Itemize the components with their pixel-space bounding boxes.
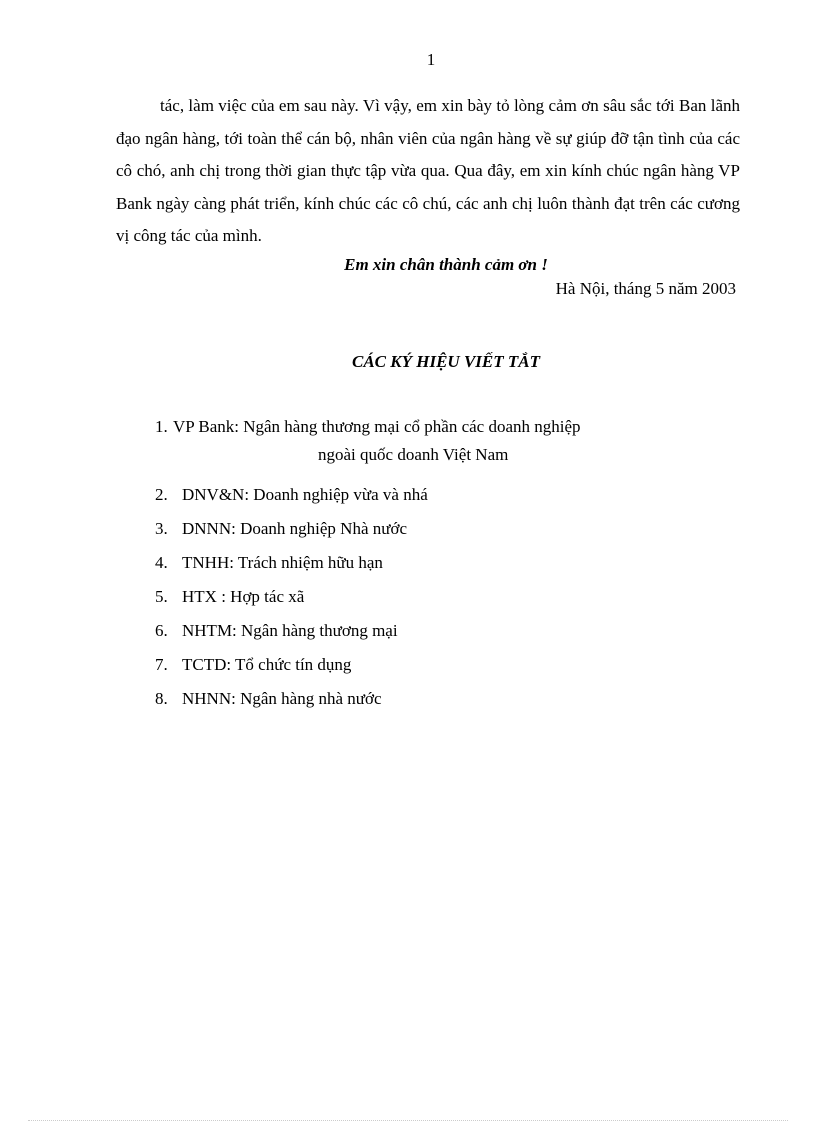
abbreviation-text: DNV&N: Doanh nghiệp vừa và nhá	[182, 485, 428, 504]
abbreviation-text: HTX : Hợp tác xã	[182, 587, 305, 606]
abbreviation-text: VP Bank: Ngân hàng thương mại cổ phần các doanh nghiệp	[173, 417, 581, 436]
page-number: 1	[426, 50, 436, 69]
abbreviation-item	[155, 413, 715, 481]
abbreviation-text: TCTD: Tổ chức tín dụng	[182, 655, 352, 674]
thanks-line: Em xin chân thành cảm ơn !	[344, 255, 548, 274]
abbreviation-item	[155, 583, 715, 617]
abbreviation-number: 1.	[155, 417, 168, 436]
abbreviation-item	[155, 481, 715, 515]
abbreviation-text: TNHH: Trách nhiệm hữu hạn	[182, 553, 383, 572]
abbreviation-number: 4.	[155, 553, 168, 572]
abbreviation-text: NHTM: Ngân hàng thương mại	[182, 621, 398, 640]
abbreviation-item	[155, 515, 715, 549]
abbreviation-continuation: ngoài quốc doanh Việt Nam	[318, 445, 509, 464]
abbreviation-number: 3.	[155, 519, 168, 538]
abbreviations-list	[155, 413, 715, 719]
abbreviation-text: NHNN: Ngân hàng nhà nước	[182, 689, 382, 708]
abbreviation-number: 2.	[155, 485, 168, 504]
abbreviation-number: 8.	[155, 689, 168, 708]
abbreviation-number: 7.	[155, 655, 168, 674]
abbreviation-text: DNNN: Doanh nghiệp Nhà nước	[182, 519, 407, 538]
abbreviation-item	[155, 617, 715, 651]
abbreviations-title: CÁC KÝ HIỆU VIẾT TẮT	[352, 352, 540, 371]
abbreviation-item	[155, 685, 715, 719]
body-paragraph: tác, làm việc của em sau này. Vì vậy, em xin bày tỏ lòng cảm ơn sâu sắc tới Ban lãnh đạo ngân hàng, tới toàn thể cán bộ, nhân viên của ngân hàng về sự giúp đỡ tận tình của các cô chó, anh chị trong thời gian thực tập vừa qua. Qua đây, em xin kính chúc ngân hàng VP Bank ngày càng phát triển, kính chúc các cô chú, các anh chị luôn thành đạt trên các cương vị công tác của mình.	[116, 96, 740, 245]
footer-divider	[28, 1120, 788, 1121]
place-date: Hà Nội, tháng 5 năm 2003	[555, 279, 736, 298]
abbreviation-item	[155, 549, 715, 583]
abbreviation-number: 6.	[155, 621, 168, 640]
abbreviation-number: 5.	[155, 587, 168, 606]
abbreviation-item	[155, 651, 715, 685]
